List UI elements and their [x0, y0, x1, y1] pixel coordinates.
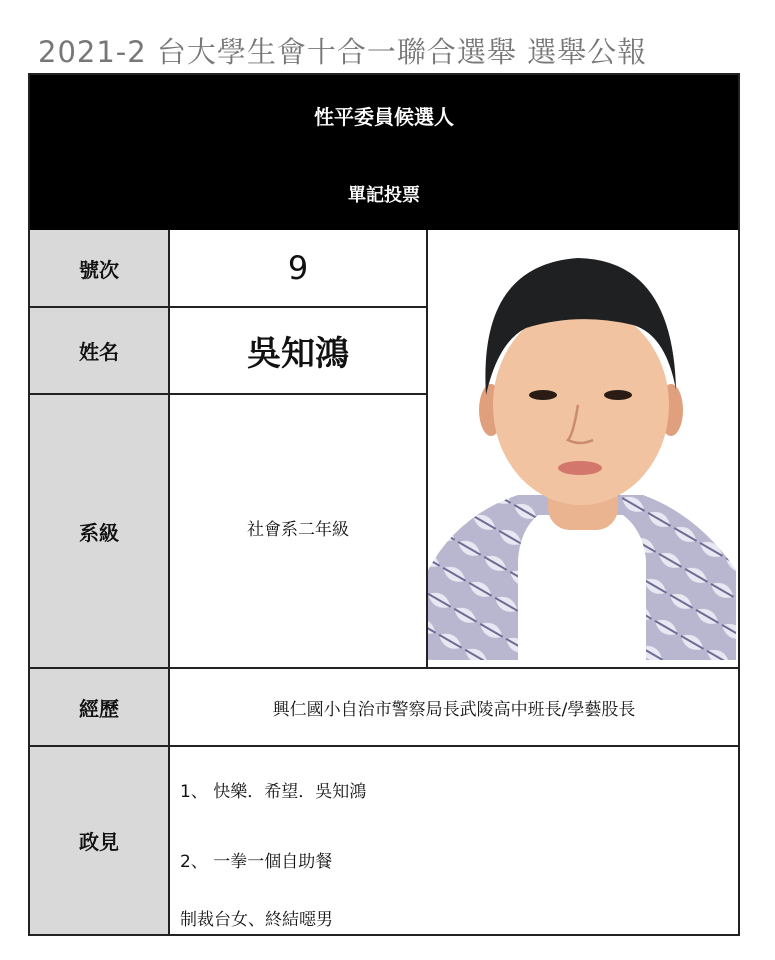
experience-label: 經歷 [30, 669, 170, 747]
document-title: 2021-2 台大學生會十合一聯合選舉 選舉公報 [38, 35, 648, 69]
platform-item-3: 制裁台女、終結噁男 [180, 910, 333, 930]
platform-item-2: 2、 一拳一個自助餐 [180, 852, 333, 872]
department-label: 系級 [30, 395, 170, 669]
table-header [30, 75, 738, 230]
name-label: 姓名 [30, 308, 170, 395]
platform-label: 政見 [30, 747, 170, 934]
candidate-experience: 興仁國小自治市警察局長武陵高中班長/學藝股長 [170, 669, 738, 747]
candidate-photo [426, 230, 738, 669]
position-title: 性平委員候選人 [314, 105, 454, 129]
candidate-number: 9 [170, 230, 426, 308]
number-label: 號次 [30, 230, 170, 308]
platform-item-1: 1、 快樂．希望．吳知鴻 [180, 782, 367, 802]
candidate-name: 吳知鴻 [170, 308, 426, 395]
voting-method: 單記投票 [348, 185, 420, 206]
candidate-portrait-image [428, 230, 736, 667]
candidate-department: 社會系二年級 [170, 395, 426, 669]
candidate-table [28, 73, 740, 936]
